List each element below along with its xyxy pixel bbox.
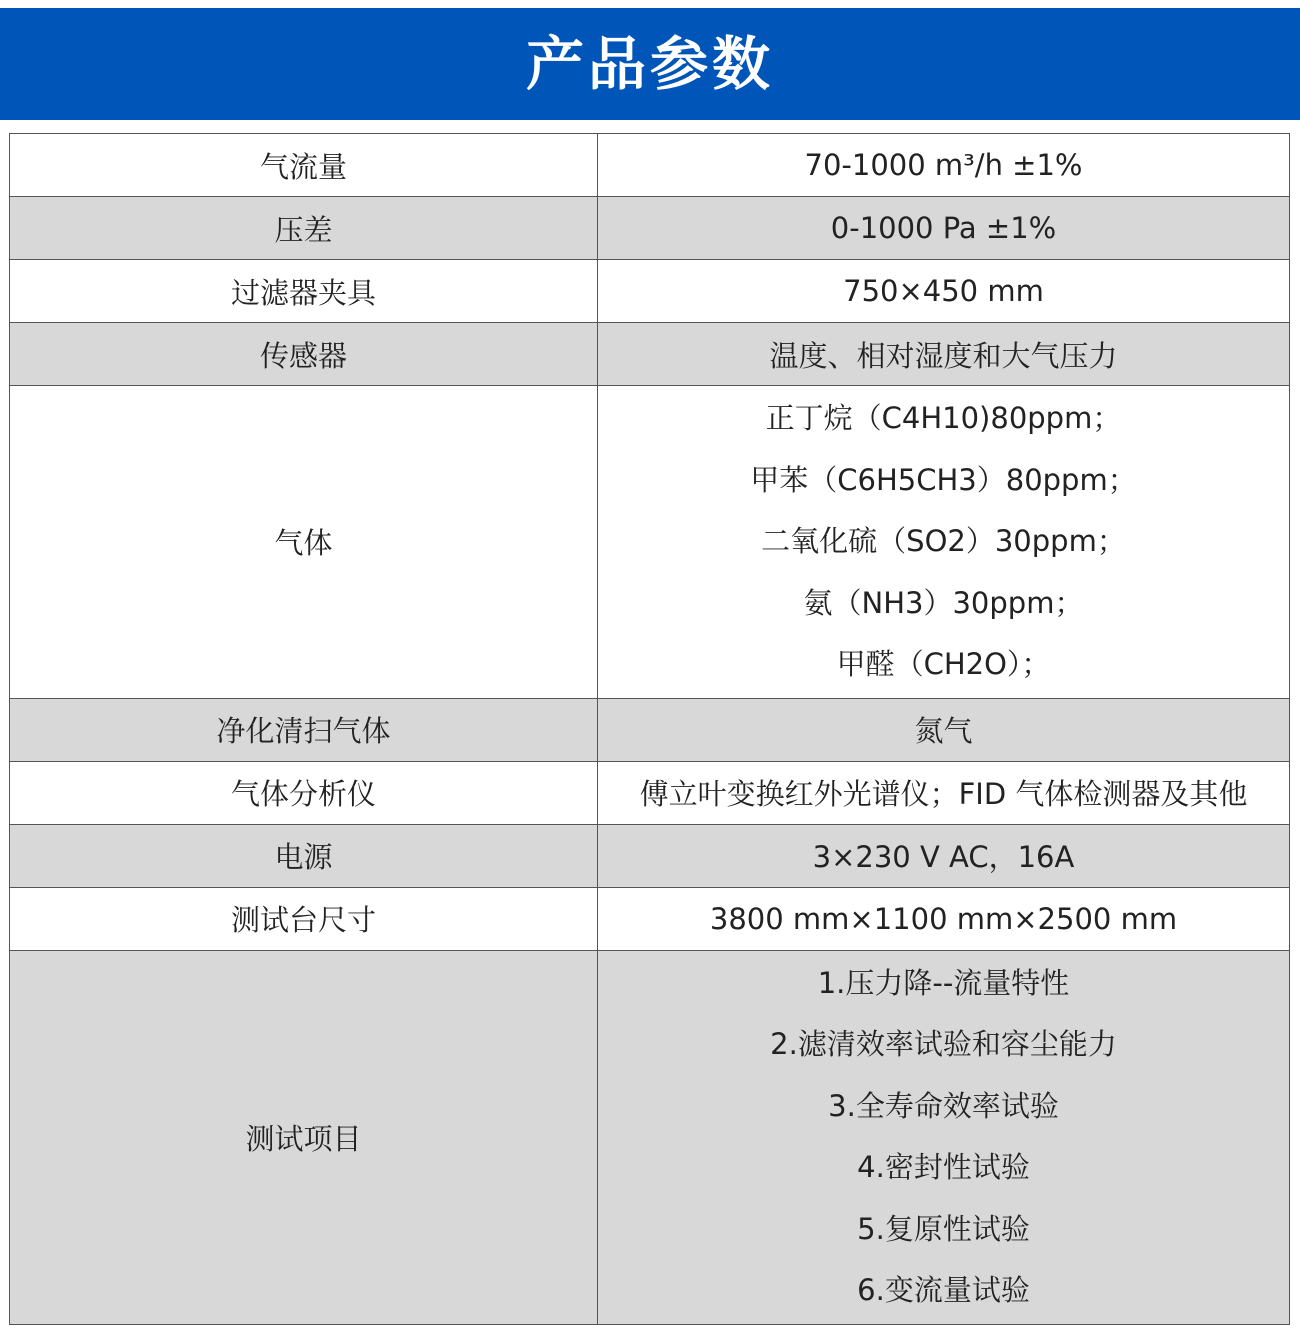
- param-value: 3800 mm×1100 mm×2500 mm: [598, 887, 1290, 950]
- param-value-line: 3.全寿命效率试验: [828, 1088, 1059, 1123]
- table-row: [10, 386, 1290, 699]
- param-value-line: 二氧化硫（SO2）30ppm；: [761, 524, 1126, 558]
- page-title: 产品参数: [525, 30, 774, 98]
- table-row: [10, 698, 1290, 761]
- param-value-line: 甲苯（C6H5CH3）80ppm；: [750, 462, 1137, 497]
- table-row: [10, 887, 1290, 950]
- table-row: [10, 323, 1290, 386]
- spec-table: [9, 133, 1290, 1325]
- param-value-line: 5.复原性试验: [857, 1211, 1030, 1246]
- table-row: [10, 824, 1290, 887]
- param-label: 传感器: [10, 323, 598, 386]
- param-value: 温度、相对湿度和大气压力: [598, 323, 1290, 386]
- param-label: 测试台尺寸: [10, 887, 598, 950]
- param-label: 气体分析仪: [10, 761, 598, 824]
- param-value: [598, 950, 1290, 1324]
- param-value-line: 正丁烷（C4H10)80ppm；: [765, 401, 1122, 435]
- param-label: 电源: [10, 824, 598, 887]
- param-label: 气体: [10, 386, 598, 699]
- param-value-line: 氨（NH3）30ppm；: [803, 585, 1084, 620]
- param-value: 70-1000 m³/h ±1%: [598, 134, 1290, 197]
- table-row: [10, 260, 1290, 323]
- param-value: [598, 386, 1290, 699]
- table-row: [10, 950, 1290, 1324]
- param-value-line: 1.压力降--流量特性: [817, 965, 1070, 1000]
- param-value-line: 6.变流量试验: [857, 1273, 1030, 1307]
- table-row: [10, 134, 1290, 197]
- param-value: 750×450 mm: [598, 260, 1290, 323]
- param-label: 测试项目: [10, 950, 598, 1324]
- param-value-line: 4.密封性试验: [857, 1150, 1030, 1184]
- param-label: 净化清扫气体: [10, 698, 598, 761]
- param-value: 傅立叶变换红外光谱仪；FID 气体检测器及其他: [598, 761, 1290, 824]
- param-value: 3×230 V AC，16A: [598, 824, 1290, 887]
- param-value: 氮气: [598, 698, 1290, 761]
- param-value-line: 2.滤清效率试验和容尘能力: [770, 1027, 1117, 1061]
- table-row: [10, 197, 1290, 260]
- table-row: [10, 761, 1290, 824]
- param-label: 气流量: [10, 134, 598, 197]
- param-label: 压差: [10, 197, 598, 260]
- header-banner: [0, 8, 1300, 120]
- param-label: 过滤器夹具: [10, 260, 598, 323]
- param-value: 0-1000 Pa ±1%: [598, 197, 1290, 260]
- spec-table-body: [10, 134, 1290, 1325]
- param-value-line: 甲醛（CH2O）；: [836, 647, 1051, 681]
